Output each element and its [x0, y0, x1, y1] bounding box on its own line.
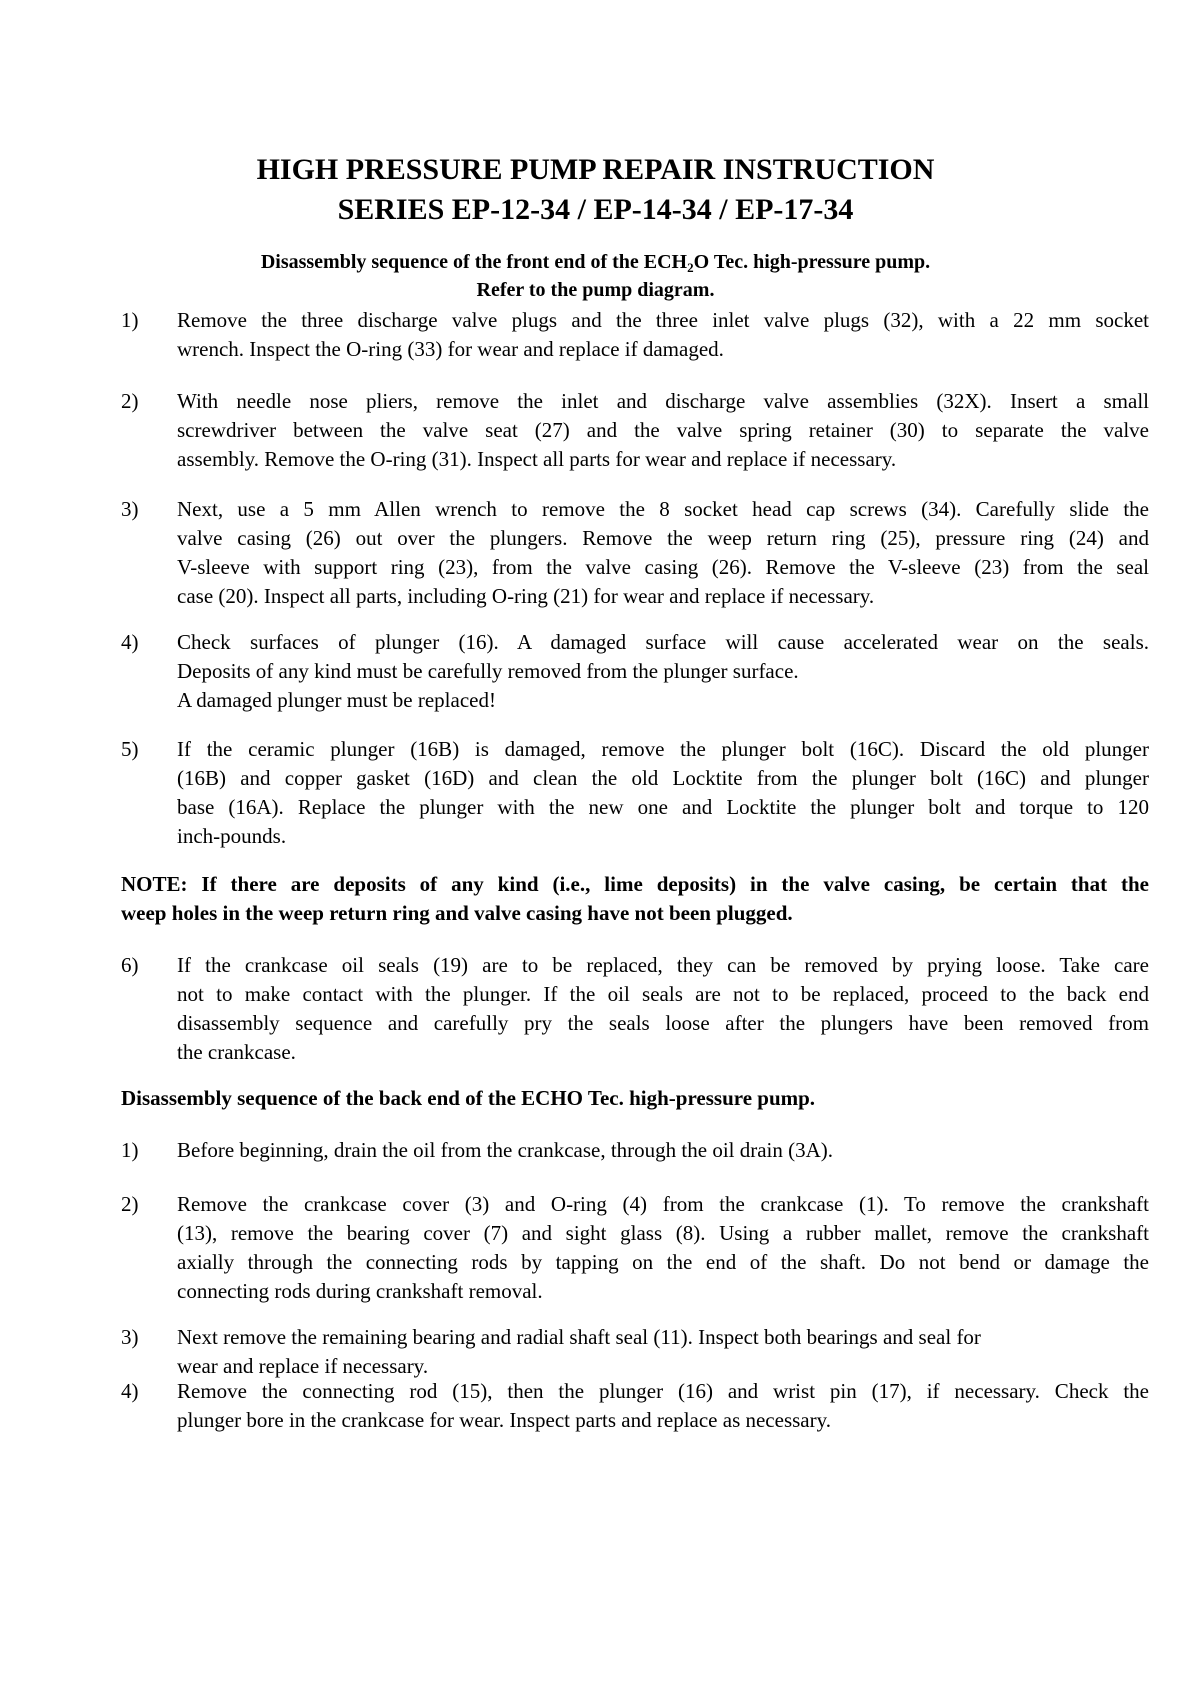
note-line: weep holes in the weep return ring and valve casing have not been plugged. [121, 901, 793, 925]
item-line: connecting rods during crankshaft removal. [177, 1279, 543, 1303]
front-item-5 [121, 735, 1149, 851]
item-number: 2) [121, 1192, 139, 1216]
item-line: With needle nose pliers, remove the inlet and discharge valve assemblies (32X). Insert a small [177, 389, 1149, 413]
item-line: Remove the connecting rod (15), then the plunger (16) and wrist pin (17), if necessary. Check the [177, 1379, 1149, 1403]
item-line: plunger bore in the crankcase for wear. Inspect parts and replace as necessary. [177, 1408, 831, 1432]
item-line: Before beginning, drain the oil from the crankcase, through the oil drain (3A). [177, 1138, 834, 1162]
item-line: Remove the crankcase cover (3) and O-ring (4) from the crankcase (1). To remove the crankshaft [177, 1192, 1149, 1216]
item-line: not to make contact with the plunger. If the oil seals are not to be replaced, proceed to the back end [177, 982, 1149, 1006]
item-number: 6) [121, 953, 139, 977]
back-item-2 [121, 1190, 1149, 1306]
front-end-heading [0, 248, 1191, 276]
item-line: Next, use a 5 mm Allen wrench to remove the 8 socket head cap screws (34). Carefully slide the [177, 497, 1149, 521]
item-line: base (16A). Replace the plunger with the new one and Locktite the plunger bolt and torque to 120 [177, 795, 1149, 819]
item-number: 4) [121, 630, 139, 654]
document-title-line1: HIGH PRESSURE PUMP REPAIR INSTRUCTION [256, 153, 935, 186]
item-line: Remove the three discharge valve plugs and the three inlet valve plugs (32), with a 22 mm socket [177, 308, 1149, 332]
item-line: Check surfaces of plunger (16). A damaged surface will cause accelerated wear on the seals. [177, 630, 1149, 654]
document-title-line2: SERIES EP-12-34 / EP-14-34 / EP-17-34 [337, 193, 854, 226]
item-line: the crankcase. [177, 1040, 296, 1064]
item-line: (16B) and copper gasket (16D) and clean the old Locktite from the plunger bolt (16C) and plunger [177, 766, 1149, 790]
item-number: 2) [121, 389, 139, 413]
item-line: A damaged plunger must be replaced! [177, 688, 496, 712]
item-line: inch-pounds. [177, 824, 287, 848]
front-end-heading-pre: Disassembly sequence of the front end of the ECH [260, 251, 688, 273]
item-line: Deposits of any kind must be carefully removed from the plunger surface. [177, 659, 799, 683]
note-line: NOTE: If there are deposits of any kind (i.e., lime deposits) in the valve casing, be certain that the [121, 872, 1149, 896]
back-item-3 [121, 1323, 1149, 1381]
item-line: Next remove the remaining bearing and radial shaft seal (11). Inspect both bearings and seal for [177, 1325, 981, 1349]
item-number: 1) [121, 308, 139, 332]
item-line: wear and replace if necessary. [177, 1354, 429, 1378]
front-item-2 [121, 387, 1149, 474]
item-line: screwdriver between the valve seat (27) and the valve spring retainer (30) to separate the valve [177, 418, 1149, 442]
item-line: (13), remove the bearing cover (7) and sight glass (8). Using a rubber mallet, remove the crankshaft [177, 1221, 1149, 1245]
back-end-heading: Disassembly sequence of the back end of the ECHO Tec. high-pressure pump. [121, 1086, 816, 1110]
item-number: 5) [121, 737, 139, 761]
item-line: If the crankcase oil seals (19) are to be replaced, they can be removed by prying loose. Take care [177, 953, 1149, 977]
item-line: disassembly sequence and carefully pry the seals loose after the plungers have been removed from [177, 1011, 1149, 1035]
front-item-1 [121, 306, 1149, 364]
note-paragraph [121, 870, 1149, 928]
front-item-3 [121, 495, 1149, 611]
item-line: assembly. Remove the O-ring (31). Inspect all parts for wear and replace if necessary. [177, 447, 897, 471]
item-line: case (20). Inspect all parts, including O-ring (21) for wear and replace if necessary. [177, 584, 875, 608]
item-number: 3) [121, 497, 139, 521]
front-item-4 [121, 628, 1149, 715]
item-line: If the ceramic plunger (16B) is damaged, remove the plunger bolt (16C). Discard the old plunger [177, 737, 1149, 761]
back-item-1 [121, 1136, 1149, 1165]
item-number: 1) [121, 1138, 139, 1162]
item-line: wrench. Inspect the O-ring (33) for wear and replace if damaged. [177, 337, 724, 361]
item-line: axially through the connecting rods by tapping on the end of the shaft. Do not bend or damage the [177, 1250, 1149, 1274]
front-item-6 [121, 951, 1149, 1067]
item-line: valve casing (26) out over the plungers. Remove the weep return ring (25), pressure ring (24) and [177, 526, 1149, 550]
front-end-heading-subscript: 2 [687, 260, 694, 275]
item-line: V-sleeve with support ring (23), from the valve casing (26). Remove the V-sleeve (23) from the seal [177, 555, 1149, 579]
item-number: 4) [121, 1379, 139, 1403]
item-number: 3) [121, 1325, 139, 1349]
refer-to-diagram: Refer to the pump diagram. [476, 279, 715, 301]
back-item-4 [121, 1377, 1149, 1435]
front-end-heading-post: O Tec. high-pressure pump. [693, 251, 931, 273]
